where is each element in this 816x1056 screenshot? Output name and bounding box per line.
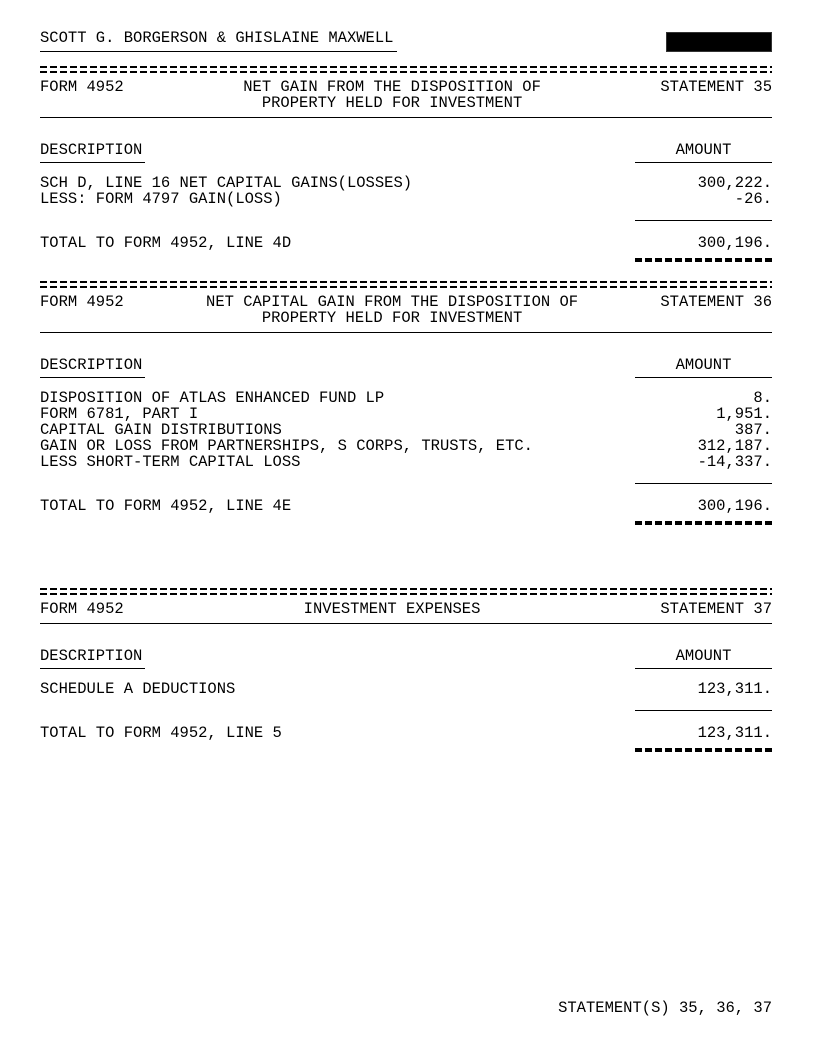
row-description: SCH D, LINE 16 NET CAPITAL GAINS(LOSSES) <box>40 174 413 192</box>
statement-36-section <box>40 281 772 525</box>
amount-column-header: AMOUNT <box>635 357 772 378</box>
statement-number: STATEMENT 35 <box>660 78 772 96</box>
description-column-header: DESCRIPTION <box>40 648 145 669</box>
total-rule <box>635 483 772 484</box>
statement-36-title-row <box>40 294 772 326</box>
amount-column-header: AMOUNT <box>635 142 772 163</box>
total-row <box>40 235 772 251</box>
double-total-rule <box>635 748 772 752</box>
footer-statement-list: STATEMENT(S) 35, 36, 37 <box>558 999 772 1017</box>
row-amount: 387. <box>734 421 772 439</box>
column-headers <box>40 648 772 669</box>
statement-35-section <box>40 66 772 262</box>
statement-title <box>124 294 661 326</box>
statement-title-line1: NET CAPITAL GAIN FROM THE DISPOSITION OF <box>206 293 579 311</box>
table-row <box>40 175 772 191</box>
total-amount: 300,196. <box>697 234 772 252</box>
double-total-rule <box>635 521 772 525</box>
table-row <box>40 681 772 697</box>
row-amount: -26. <box>734 190 772 208</box>
table-row <box>40 390 772 406</box>
statement-37-section <box>40 588 772 752</box>
table-row <box>40 438 772 454</box>
row-description: DISPOSITION OF ATLAS ENHANCED FUND LP <box>40 389 385 407</box>
statement-title-line2: PROPERTY HELD FOR INVESTMENT <box>261 309 523 327</box>
redaction-box <box>666 32 772 52</box>
single-rule <box>40 117 772 118</box>
double-rule <box>40 588 772 595</box>
double-rule <box>40 66 772 73</box>
row-description: GAIN OR LOSS FROM PARTNERSHIPS, S CORPS, TRUSTS, ETC. <box>40 437 533 455</box>
column-headers <box>40 357 772 378</box>
row-amount: 312,187. <box>697 437 772 455</box>
statement-number: STATEMENT 37 <box>660 600 772 618</box>
row-amount: 8. <box>753 389 772 407</box>
description-column-header: DESCRIPTION <box>40 142 145 163</box>
page-footer <box>40 1000 772 1016</box>
single-rule <box>40 623 772 624</box>
row-description: LESS: FORM 4797 GAIN(LOSS) <box>40 190 282 208</box>
total-rule <box>635 220 772 221</box>
total-amount: 300,196. <box>697 497 772 515</box>
statement-title-line1: INVESTMENT EXPENSES <box>303 600 481 618</box>
table-row <box>40 454 772 470</box>
statement-37-title-row <box>40 601 772 617</box>
total-description: TOTAL TO FORM 4952, LINE 4E <box>40 497 292 515</box>
total-description: TOTAL TO FORM 4952, LINE 5 <box>40 724 282 742</box>
double-total-rule <box>635 258 772 262</box>
table-row <box>40 191 772 207</box>
amount-column-header: AMOUNT <box>635 648 772 669</box>
double-rule <box>40 281 772 288</box>
row-description: LESS SHORT-TERM CAPITAL LOSS <box>40 453 301 471</box>
table-row <box>40 422 772 438</box>
row-description: FORM 6781, PART I <box>40 405 199 423</box>
single-rule <box>40 332 772 333</box>
table-row <box>40 406 772 422</box>
total-rule <box>635 710 772 711</box>
row-amount: 1,951. <box>716 405 772 423</box>
column-headers <box>40 142 772 163</box>
statement-rows <box>40 681 772 697</box>
statement-rows <box>40 175 772 207</box>
description-column-header: DESCRIPTION <box>40 357 145 378</box>
page-header <box>40 30 772 52</box>
row-amount: 300,222. <box>697 174 772 192</box>
row-amount: -14,337. <box>697 453 772 471</box>
statement-number: STATEMENT 36 <box>660 293 772 311</box>
total-description: TOTAL TO FORM 4952, LINE 4D <box>40 234 292 252</box>
statement-rows <box>40 390 772 470</box>
form-label: FORM 4952 <box>40 600 124 618</box>
statement-title <box>124 601 661 617</box>
form-label: FORM 4952 <box>40 293 124 311</box>
row-description: CAPITAL GAIN DISTRIBUTIONS <box>40 421 282 439</box>
statement-title-line2: PROPERTY HELD FOR INVESTMENT <box>261 94 523 112</box>
form-label: FORM 4952 <box>40 78 124 96</box>
row-amount: 123,311. <box>697 680 772 698</box>
total-row <box>40 725 772 741</box>
total-amount: 123,311. <box>697 724 772 742</box>
statement-title <box>124 79 661 111</box>
total-row <box>40 498 772 514</box>
taxpayer-name: SCOTT G. BORGERSON & GHISLAINE MAXWELL <box>40 30 397 52</box>
row-description: SCHEDULE A DEDUCTIONS <box>40 680 236 698</box>
statement-title-line1: NET GAIN FROM THE DISPOSITION OF <box>243 78 541 96</box>
statement-35-title-row <box>40 79 772 111</box>
